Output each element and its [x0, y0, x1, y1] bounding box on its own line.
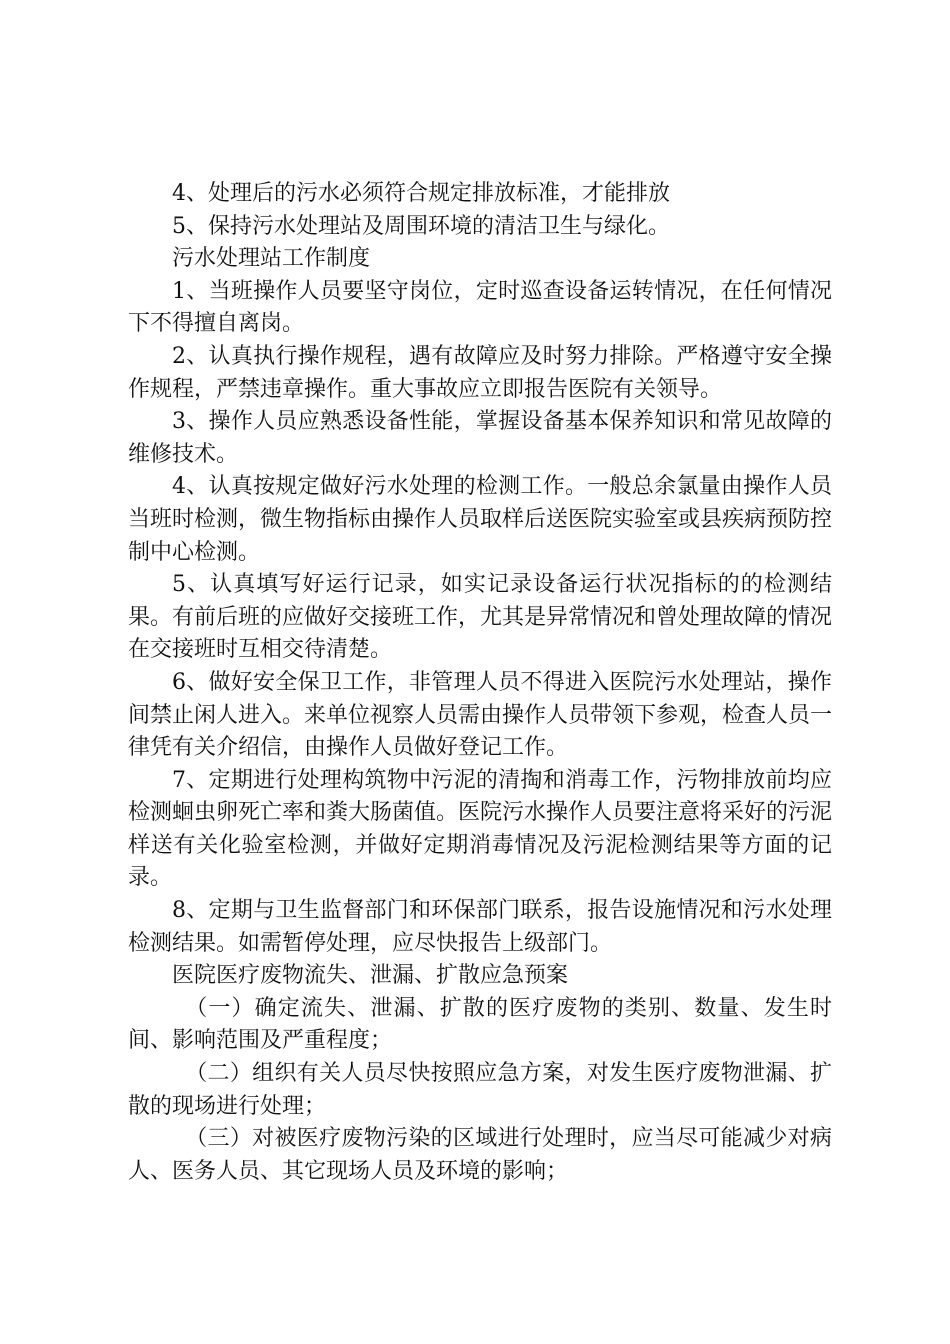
paragraph-rule-4: 4、处理后的污水必须符合规定排放标准，才能排放: [172, 181, 670, 206]
paragraph-item-7: 7、定期进行处理构筑物中污泥的清掏和消毒工作，污物排放前均应检测蛔虫卵死亡率和粪大肠菌值。医院污水操作人员要注意将采好的污泥样送有关化验室检测，并做好定期消毒情况及污泥检测结果等方面的记录。: [128, 767, 833, 891]
section-heading-work-system: 污水处理站工作制度: [172, 246, 371, 272]
paragraph-item-4: 4、认真按规定做好污水处理的检测工作。一般总余氯量由操作人员当班时检测，微生物指标由操作人员取样后送医院实验室或县疾病预防控制中心检测。: [128, 474, 833, 565]
paragraph-item-6: 6、做好安全保卫工作，非管理人员不得进入医院污水处理站，操作间禁止闲人进入。来单位视察人员需由操作人员带领下参观，检查人员一律凭有关介绍信，由操作人员做好登记工作。: [128, 669, 833, 761]
paragraph-rule-5: 5、保持污水处理站及周围环境的清洁卫生与绿化。: [172, 213, 670, 239]
paragraph-item-2: 2、认真执行操作规程，遇有故障应及时努力排除。严格遵守安全操作规程，严禁违章操作。重大事故应立即报告医院有关领导。: [128, 343, 832, 402]
paragraph-step-1: （一）确定流失、泄漏、扩散的医疗废物的类别、数量、发生时间、影响范围及严重程度；: [128, 995, 832, 1054]
paragraph-step-2: （二）组织有关人员尽快按照应急方案，对发生医疗废物泄漏、扩散的现场进行处理；: [128, 1061, 832, 1119]
paragraph-item-1: 1、当班操作人员要坚守岗位，定时巡查设备运转情况，在任何情况下不得擅自离岗。: [128, 278, 832, 337]
document-body: [128, 178, 832, 1188]
paragraph-item-3: 3、操作人员应熟悉设备性能，掌握设备基本保养知识和常见故障的维修技术。: [128, 409, 832, 467]
paragraph-item-8: 8、定期与卫生监督部门和环保部门联系，报告设施情况和污水处理检测结果。如需暂停处理，应尽快报告上级部门。: [128, 898, 832, 956]
section-heading-emergency-plan: 医院医疗废物流失、泄漏、扩散应急预案: [172, 963, 569, 989]
paragraph-item-5: 5、认真填写好运行记录，如实记录设备运行状况指标的的检测结果。有前后班的应做好交接班工作，尤其是异常情况和曾处理故障的情况在交接班时互相交待清楚。: [128, 572, 833, 663]
paragraph-step-3: （三）对被医疗废物污染的区域进行处理时，应当尽可能减少对病人、医务人员、其它现场人员及环境的影响；: [128, 1126, 832, 1184]
